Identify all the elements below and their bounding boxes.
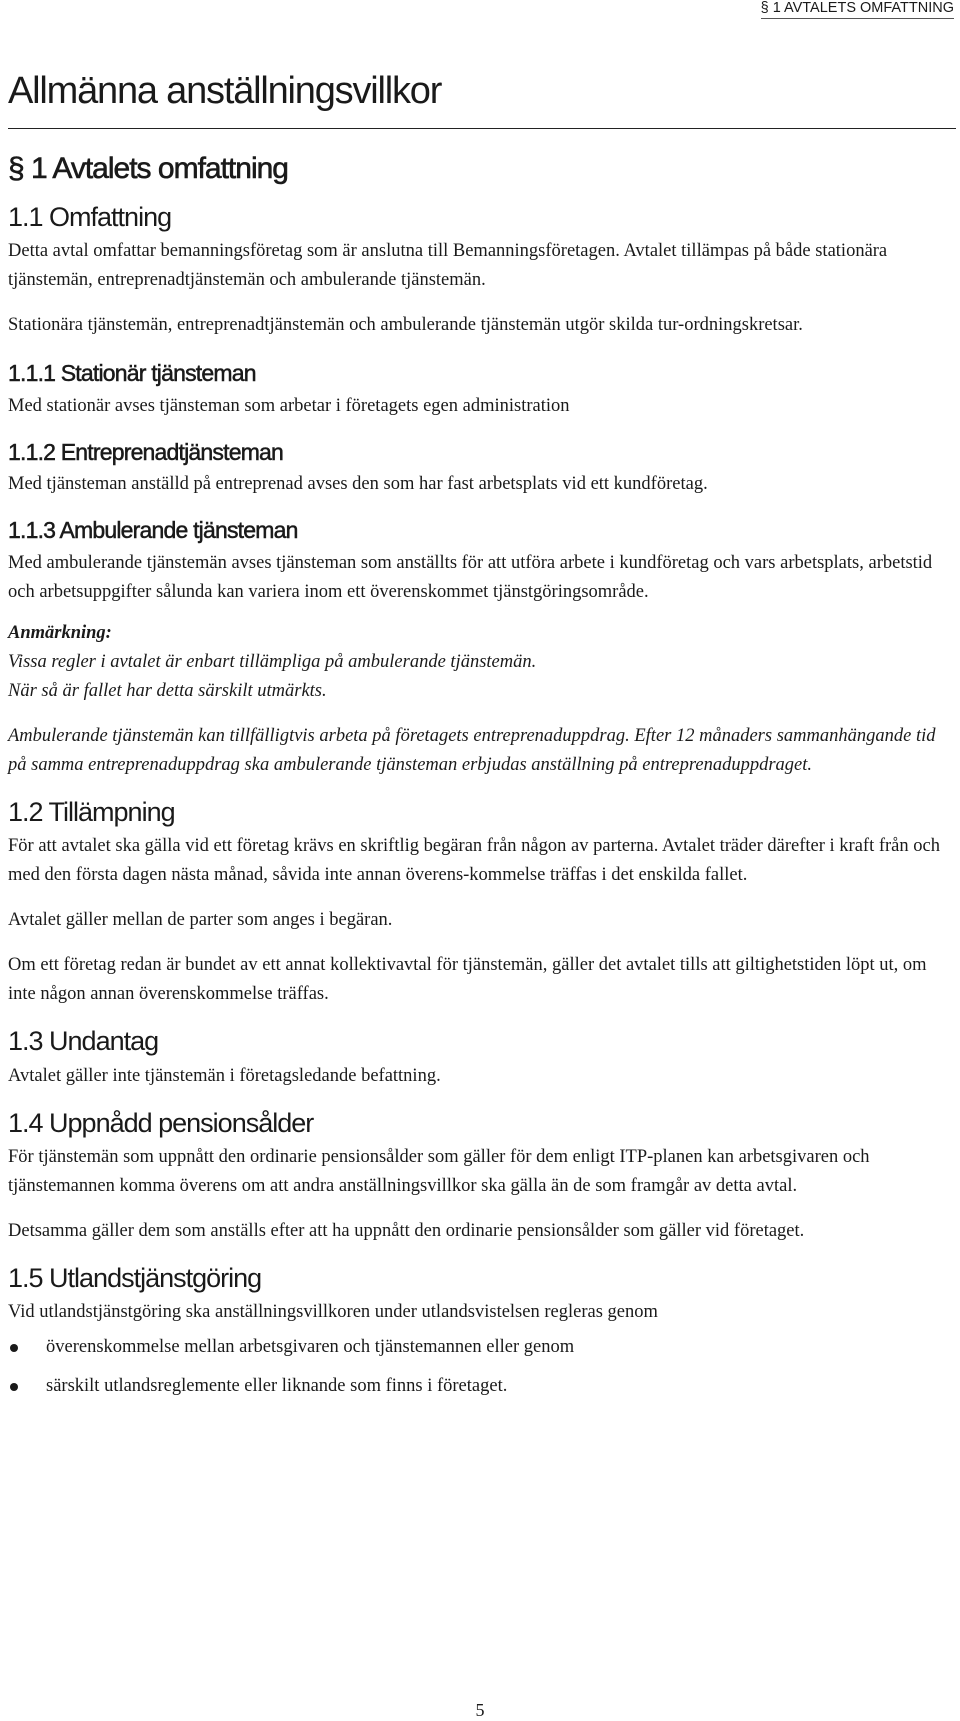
paragraph-1-5: Vid utlandstjänstgöring ska anställningsvillkoren under utlandsvistelsen regleras genom [8,1302,658,1323]
heading-1-1: 1.1 Omfattning [8,201,172,232]
paragraph-1-3: Avtalet gäller inte tjänstemän i företagsledande befattning. [8,1065,441,1086]
list-item [8,1333,956,1362]
paragraph-1-1-3: Med ambulerande tjänstemän avses tjänsteman som anställts för att utföra arbete i kundföretag och vars arbetsplats, arbetstid och arbetsuppgifter sålunda kan variera inom ett överenskommet tjänstgöringsområde. [8,552,933,602]
note-line-1: Vissa regler i avtalet är enbart tillämpliga på ambulerande tjänstemän. [8,651,537,672]
heading-1-1-1: 1.1.1 Stationär tjänsteman [8,360,256,387]
document-title: Allmänna anställningsvillkor [8,70,956,129]
paragraph-1-2-b: Avtalet gäller mellan de parter som anges i begäran. [8,910,393,931]
bullet-icon [10,1383,18,1391]
paragraph-1-2-c: Om ett företag redan är bundet av ett annat kollektivavtal för tjänstemän, gäller det avtalet tills att giltighetstiden löpt ut, om inte någon annan överenskommelse träffas. [8,955,927,1005]
section-heading-1: § 1 Avtalets omfattning [8,151,288,185]
document-page [8,70,956,1411]
paragraph-1-1-2: Med tjänsteman anställd på entreprenad avses den som har fast arbetsplats vid ett kundföretag. [8,474,708,495]
note-paragraph: Ambulerande tjänstemän kan tillfälligtvis arbeta på företagets entreprenaduppdrag. Efter 12 månaders sammanhängande tid på samma entreprenaduppdrag ska ambulerande tjänsteman erbjudas anställning på entreprenaduppdraget. [8,725,936,775]
paragraph-1-1-a: Detta avtal omfattar bemanningsföretag som är anslutna till Bemanningsföretagen. Avtalet tillämpas på både stationära tjänstemän, entreprenadtjänstemän och ambulerande tjänstemän. [8,241,888,291]
page-number: 5 [475,1700,485,1720]
list-item [8,1372,956,1401]
note-line-2: När så är fallet har detta särskilt utmärkts. [8,680,327,701]
heading-1-2: 1.2 Tillämpning [8,796,175,827]
list-item-text: överenskommelse mellan arbetsgivaren och tjänstemannen eller genom [46,1337,575,1358]
paragraph-1-1-b: Stationära tjänstemän, entreprenadtjänstemän och ambulerande tjänstemän utgör skilda tur-ordningskretsar. [8,315,803,336]
list-item-text: särskilt utlandsreglemente eller liknande som finns i företaget. [46,1376,508,1397]
bullet-icon [10,1344,18,1352]
heading-1-1-3: 1.1.3 Ambulerande tjänsteman [8,517,298,544]
running-header: § 1 AVTALETS OMFATTNING [761,0,954,19]
note-label: Anmärkning: [8,622,112,643]
heading-1-1-2: 1.1.2 Entreprenadtjänsteman [8,438,284,465]
paragraph-1-4-b: Detsamma gäller dem som anställs efter att ha uppnått den ordinarie pensionsålder som gäller vid företaget. [8,1221,805,1242]
bullet-list [8,1333,956,1401]
paragraph-1-1-1: Med stationär avses tjänsteman som arbetar i företagets egen administration [8,395,570,416]
heading-1-3: 1.3 Undantag [8,1026,159,1057]
paragraph-1-4-a: För tjänstemän som uppnått den ordinarie pensionsålder som gäller för dem enligt ITP-planen kan arbetsgivaren och tjänstemannen komma överens om att andra anställningsvillkor ska gälla än de som framgår av detta avtal. [8,1147,870,1197]
paragraph-1-2-a: För att avtalet ska gälla vid ett företag krävs en skriftlig begäran från någon av parterna. Avtalet träder därefter i kraft från och med den första dagen nästa månad, såvida inte annan överens-kommelse träffas i det enskilda fallet. [8,836,940,886]
heading-1-4: 1.4 Uppnådd pensionsålder [8,1107,314,1138]
heading-1-5: 1.5 Utlandstjänstgöring [8,1263,262,1294]
